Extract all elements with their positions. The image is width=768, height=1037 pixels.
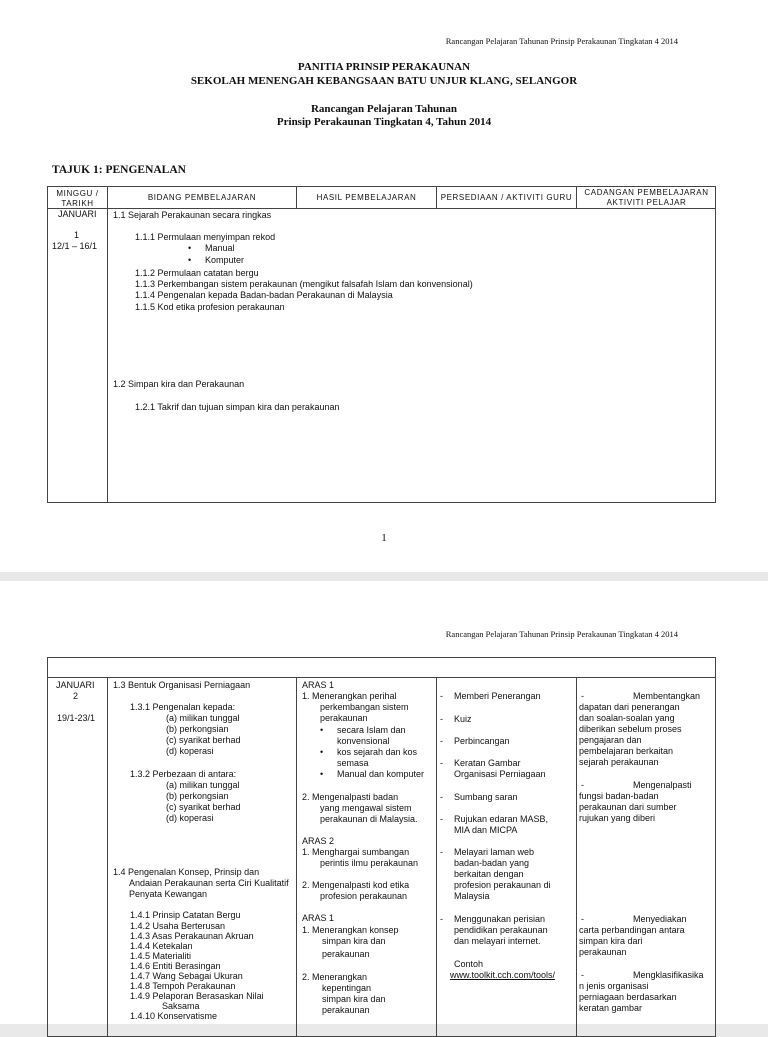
- week-dates: 19/1-23/1: [57, 713, 96, 723]
- dash-marker: -: [440, 714, 443, 724]
- column-divider: [296, 677, 297, 1037]
- activity-line: Memberi Penerangan: [454, 691, 541, 701]
- item-1-1-4: 1.1.4 Pengenalan kepada Badan-badan Perakaunan di Malaysia: [135, 290, 393, 300]
- list-item: 1.4.4 Ketekalan: [130, 941, 193, 951]
- topic-title: TAJUK 1: PENGENALAN: [52, 164, 186, 176]
- list-item: 1.4.6 Entiti Berasingan: [130, 961, 221, 971]
- header-plan-title: Rancangan Pelajaran Tahunan: [310, 103, 458, 115]
- student-activity-line: carta perbandingan antara: [579, 925, 685, 935]
- item-1-1-5: 1.1.5 Kod etika profesion perakaunan: [135, 302, 285, 312]
- outcome-line: 1. Menerangkan konsep: [302, 925, 399, 935]
- header-school: SEKOLAH MENENGAH KEBANGSAAN BATU UNJUR KLANG, SELANGOR: [190, 75, 578, 87]
- list-item: Saksama: [162, 1001, 200, 1011]
- student-activity-line: simpan kira dari: [579, 936, 643, 946]
- outcome-line: semasa: [337, 758, 369, 768]
- outcome-line: 2. Mengenalpasti kod etika: [302, 880, 410, 890]
- header-panitia: PANITIA PRINSIP PERAKAUNAN: [297, 61, 471, 73]
- table-header-divider: [47, 208, 716, 209]
- list-item: (c) syarikat berhad: [166, 735, 241, 745]
- row-divider: [47, 677, 716, 678]
- section-1-3: 1.3 Bentuk Organisasi Perniagaan: [113, 680, 251, 690]
- week-number: 1: [74, 230, 80, 240]
- student-activity-line: rujukan yang diberi: [579, 813, 656, 823]
- outcome-line: perintis ilmu perakaunan: [320, 858, 419, 868]
- dash-marker: -: [440, 814, 443, 824]
- list-item: 1.4.7 Wang Sebagai Ukuran: [130, 971, 243, 981]
- outcome-line: yang mengawal sistem: [320, 803, 412, 813]
- header-persediaan: PERSEDIAAN / AKTIVITI GURU: [440, 193, 573, 202]
- outcome-line: kepentingan: [322, 983, 372, 993]
- dash-marker: -: [581, 914, 584, 924]
- student-activity-line: Mengenalpasti: [633, 780, 692, 790]
- activity-line: Malaysia: [454, 891, 490, 901]
- list-item: 1.4.9 Pelaporan Berasaskan Nilai: [130, 991, 264, 1001]
- document-page-2: [0, 581, 768, 1024]
- student-activity-line: fungsi badan-badan: [579, 791, 659, 801]
- list-item: (c) syarikat berhad: [166, 802, 241, 812]
- header-minggu: MINGGU / TARIKH: [56, 189, 99, 208]
- outcome-line: perakaunan: [322, 1005, 370, 1015]
- week-number: 2: [73, 691, 79, 701]
- outcome-line: perakaunan di Malaysia.: [320, 814, 418, 824]
- activity-line: profesion perakaunan di: [454, 880, 551, 890]
- list-item: (a) milikan tunggal: [166, 713, 240, 723]
- outcome-line: 2. Menerangkan: [302, 972, 368, 982]
- aras-label: ARAS 1: [302, 913, 335, 923]
- week-month: JANUARI: [58, 209, 97, 219]
- student-activity-line: sejarah perakaunan: [579, 757, 659, 767]
- activity-line: Menggunakan perisian: [454, 914, 546, 924]
- outcome-line: 1. Menghargai sumbangan: [302, 847, 410, 857]
- activity-line: pendidikan perakaunan: [454, 925, 548, 935]
- list-item: 1.4.2 Usaha Berterusan: [130, 921, 226, 931]
- section-1-4: 1.4 Pengenalan Konsep, Prinsip dan: [113, 867, 260, 877]
- list-item: (d) koperasi: [166, 813, 214, 823]
- student-activity-line: Membentangkan: [633, 691, 701, 701]
- outcome-line: perakaunan: [322, 949, 370, 959]
- list-item: 1.4.8 Tempoh Perakaunan: [130, 981, 236, 991]
- item-1-1-2: 1.1.2 Permulaan catatan bergu: [135, 268, 259, 278]
- student-activity-line: perniagaan berdasarkan: [579, 992, 677, 1002]
- running-header: Rancangan Pelajaran Tahunan Prinsip Perakaunan Tingkatan 4 2014: [445, 629, 678, 639]
- outcome-bullet: • kos sejarah dan kos: [337, 747, 417, 758]
- week-dates: 12/1 – 16/1: [52, 241, 98, 251]
- column-divider: [107, 677, 108, 1037]
- bullet-manual: • Manual: [205, 243, 235, 254]
- item-1-1-3: 1.1.3 Perkembangan sistem perakaunan (mengikut falsafah Islam dan konvensional): [135, 279, 473, 289]
- column-divider: [436, 677, 437, 1037]
- student-activity-line: perakaunan dari sumber: [579, 802, 677, 812]
- section-1-4-cont: Andaian Perakaunan serta Ciri Kualitatif: [129, 878, 289, 888]
- outcome-line: 1. Menerangkan perihal: [302, 691, 397, 701]
- activity-line: Keratan Gambar: [454, 758, 521, 768]
- header-cadangan: CADANGAN PEMBELAJARAN AKTIVITI PELAJAR: [584, 188, 709, 207]
- list-item: 1.4.3 Asas Perakaunan Akruan: [130, 931, 254, 941]
- item-1-3-1: 1.3.1 Pengenalan kepada:: [130, 702, 236, 712]
- outcome-line: 2. Mengenalpasti badan: [302, 792, 399, 802]
- activity-line: berkaitan dengan: [454, 869, 524, 879]
- section-1-1: 1.1 Sejarah Perakaunan secara ringkas: [113, 210, 272, 220]
- dash-marker: -: [440, 758, 443, 768]
- dash-marker: -: [440, 691, 443, 701]
- dash-marker: -: [581, 691, 584, 701]
- bullet-komputer: • Komputer: [205, 255, 244, 266]
- dash-marker: -: [440, 914, 443, 924]
- outcome-line: konvensional: [337, 736, 390, 746]
- list-item: (d) koperasi: [166, 746, 214, 756]
- header-hasil: HASIL PEMBELAJARAN: [316, 193, 417, 202]
- activity-line: Kuiz: [454, 714, 472, 724]
- activity-line: badan-badan yang: [454, 858, 530, 868]
- dash-marker: -: [581, 780, 584, 790]
- student-activity-line: pembelajaran berkaitan: [579, 746, 674, 756]
- dash-marker: -: [581, 970, 584, 980]
- week-month: JANUARI: [56, 680, 95, 690]
- outcome-line: simpan kira dan: [322, 994, 386, 1004]
- list-item: (b) perkongsian: [166, 724, 229, 734]
- list-item: 1.4.10 Konservatisme: [130, 1011, 218, 1021]
- outcome-line: simpan kira dan: [322, 936, 386, 946]
- activity-line: Perbincangan: [454, 736, 510, 746]
- header-plan-subtitle: Prinsip Perakaunan Tingkatan 4, Tahun 2014: [276, 116, 492, 128]
- activity-line: MIA dan MICPA: [454, 825, 518, 835]
- activity-line: Organisasi Perniagaan: [454, 769, 546, 779]
- section-1-4-cont: Penyata Kewangan: [129, 889, 208, 899]
- student-activity-line: diberikan sebelum proses: [579, 724, 682, 734]
- page-number: 1: [381, 532, 387, 544]
- student-activity-line: dan soalan-soalan yang: [579, 713, 675, 723]
- list-item: (a) milikan tunggal: [166, 780, 240, 790]
- toolkit-link[interactable]: www.toolkit.cch.com/tools/: [450, 970, 556, 980]
- activity-line: dan melayari internet.: [454, 936, 541, 946]
- column-divider: [107, 186, 108, 503]
- outcome-line: profesion perakaunan: [320, 891, 408, 901]
- dash-marker: -: [440, 847, 443, 857]
- running-header: Rancangan Pelajaran Tahunan Prinsip Perakaunan Tingkatan 4 2014: [445, 36, 678, 46]
- activity-line: Sumbang saran: [454, 792, 518, 802]
- aras-label: ARAS 1: [302, 680, 335, 690]
- student-activity-line: pengajaran dan: [579, 735, 642, 745]
- outcome-line: perkembangan sistem: [320, 702, 409, 712]
- item-1-3-2: 1.3.2 Perbezaan di antara:: [130, 769, 237, 779]
- item-1-2-1: 1.2.1 Takrif dan tujuan simpan kira dan perakaunan: [135, 402, 340, 412]
- outcome-bullet: • secara Islam dan: [337, 725, 406, 736]
- student-activity-line: Mengklasifikasika: [633, 970, 704, 980]
- student-activity-line: Menyediakan: [633, 914, 687, 924]
- item-1-1-1: 1.1.1 Permulaan menyimpan rekod: [135, 232, 276, 242]
- header-bidang: BIDANG PEMBELAJARAN: [147, 193, 257, 202]
- dash-marker: -: [440, 736, 443, 746]
- list-item: (b) perkongsian: [166, 791, 229, 801]
- list-item: 1.4.1 Prinsip Catatan Bergu: [130, 910, 241, 920]
- outcome-line: perakaunan: [320, 713, 368, 723]
- activity-line: Rujukan edaran MASB,: [454, 814, 549, 824]
- aras-label: ARAS 2: [302, 836, 335, 846]
- student-activity-line: n jenis organisasi: [579, 981, 649, 991]
- list-item: 1.4.5 Materialiti: [130, 951, 192, 961]
- section-1-2: 1.2 Simpan kira dan Perakaunan: [113, 379, 245, 389]
- student-activity-line: keratan gambar: [579, 1003, 643, 1013]
- student-activity-line: perakaunan: [579, 947, 627, 957]
- outcome-bullet: • Manual dan komputer: [337, 769, 424, 780]
- dash-marker: -: [440, 792, 443, 802]
- student-activity-line: dapatan dari penerangan: [579, 702, 680, 712]
- activity-line: Melayari laman web: [454, 847, 535, 857]
- example-label: Contoh: [454, 959, 484, 969]
- column-divider: [576, 677, 577, 1037]
